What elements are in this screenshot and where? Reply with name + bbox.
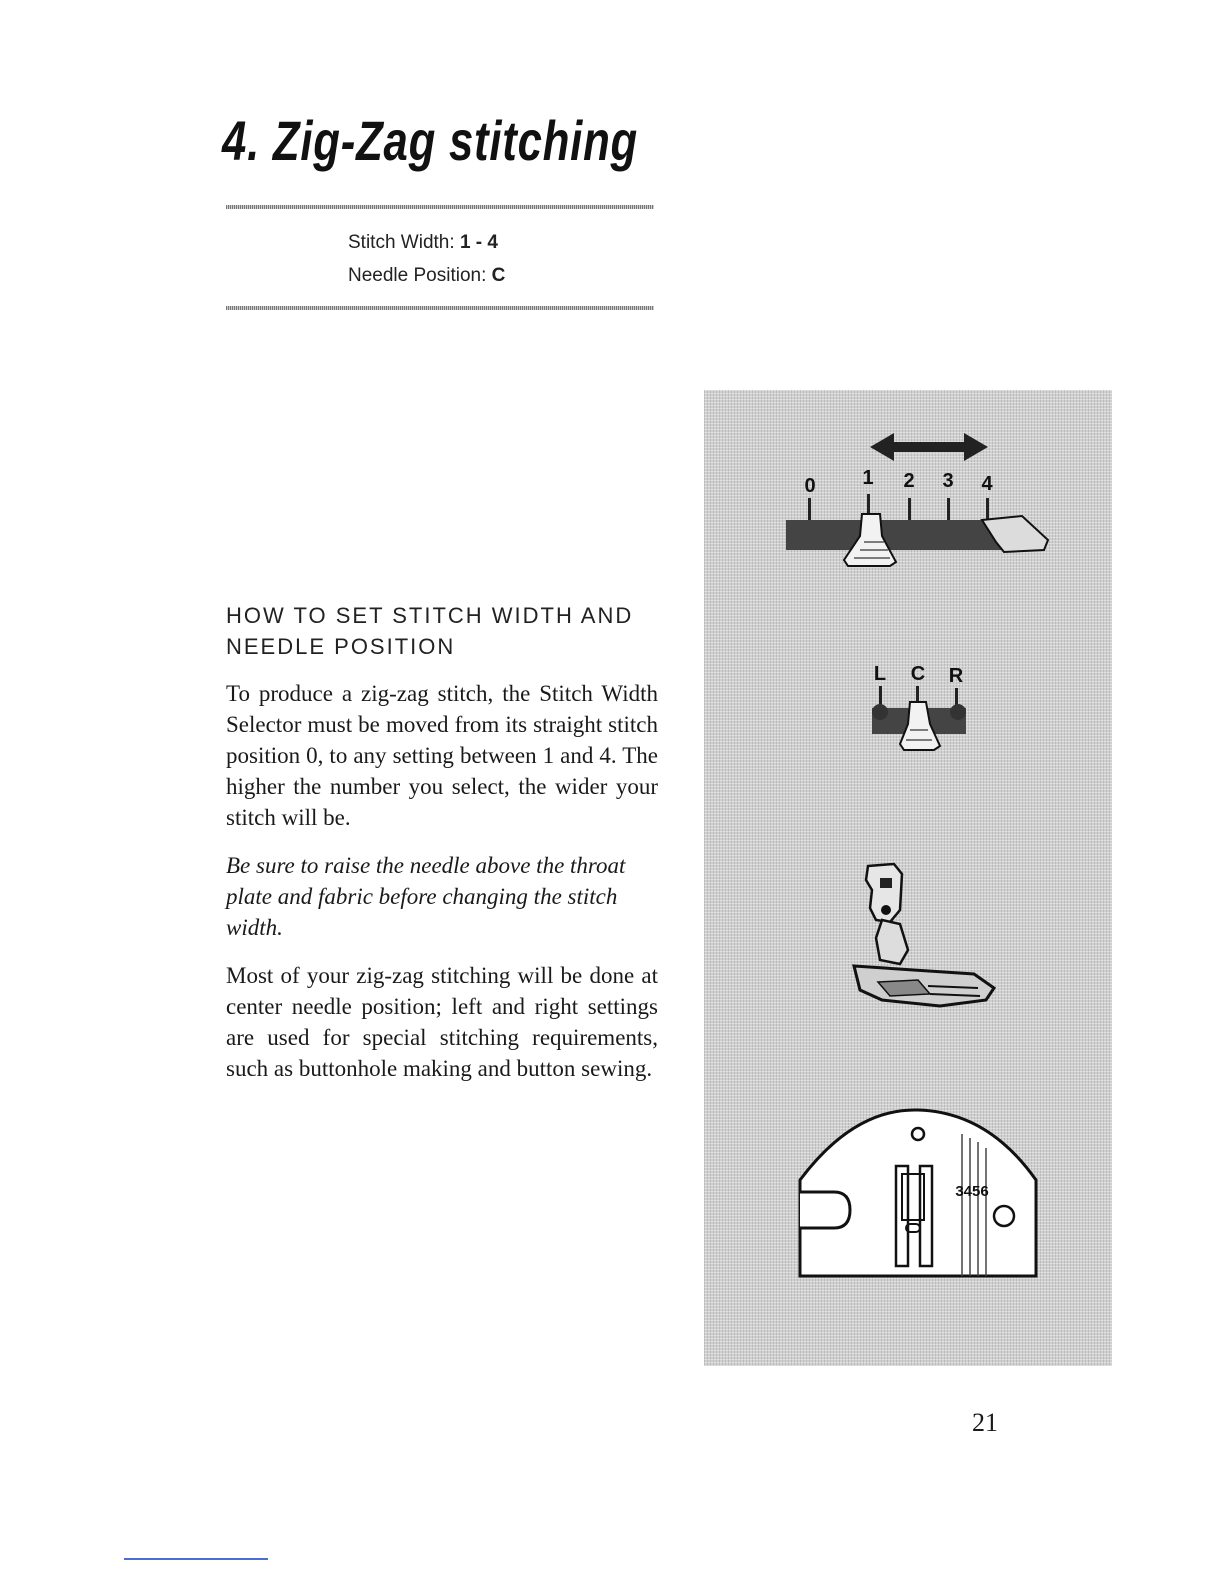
position-detent — [872, 704, 888, 720]
width-tick-label-1: 1 — [862, 467, 874, 489]
paragraph-instructions: To produce a zig-zag stitch, the Stitch Width Selector must be moved from its straight stitch position 0, to any setting between 1 and 4. The higher the number you select, the wider your stitch will be. — [226, 681, 658, 830]
needle-position-spec — [348, 265, 505, 287]
width-tick-label-2: 2 — [903, 470, 915, 492]
needle-position-label-right: R — [948, 665, 964, 687]
width-tick-label-0: 0 — [804, 475, 816, 497]
needle-position-label: Needle Position: — [348, 265, 487, 286]
needle-position-label-center: C — [910, 663, 926, 685]
stitch-width-label: Stitch Width: — [348, 232, 455, 253]
paragraph-caution: Be sure to raise the needle above the throat plate and fabric before changing the stitch width. — [226, 853, 626, 940]
double-arrow-icon — [870, 433, 988, 461]
bottom-divider — [226, 306, 654, 310]
top-divider — [226, 205, 654, 209]
illustration-panel — [704, 390, 1112, 1366]
plate-number: 3456 — [955, 1183, 989, 1200]
stitch-width-selector-illustration — [786, 433, 1048, 566]
section-heading: HOW TO SET STITCH WIDTH AND NEEDLE POSITION — [226, 603, 634, 659]
width-scale-bar — [786, 520, 1014, 550]
width-tick — [986, 498, 989, 520]
width-tick-label-3: 3 — [942, 470, 954, 492]
illustration-svg — [704, 390, 1112, 1366]
needle-position-value: C — [491, 265, 506, 286]
paragraph-needle-position: Most of your zig-zag stitching will be done at center needle position; left and right settings are used for special stitching requirements, such as buttonhole making and button sewing. — [226, 963, 658, 1081]
footer-line — [124, 1558, 268, 1560]
stitch-width-spec — [348, 232, 498, 254]
needle-position-selector-illustration — [872, 663, 966, 750]
presser-foot-icon — [854, 864, 994, 1006]
width-tick — [908, 498, 911, 520]
width-tick — [947, 498, 950, 520]
stitch-width-value: 1 - 4 — [459, 232, 498, 253]
position-detent — [950, 704, 966, 720]
width-tick-label-4: 4 — [981, 473, 993, 495]
needle-position-label-left: L — [873, 663, 887, 685]
throat-plate-icon — [800, 1110, 1036, 1276]
page-title: 4. Zig-Zag stitching — [222, 109, 638, 172]
page-number: 21 — [972, 1408, 998, 1437]
width-tick — [808, 498, 811, 522]
